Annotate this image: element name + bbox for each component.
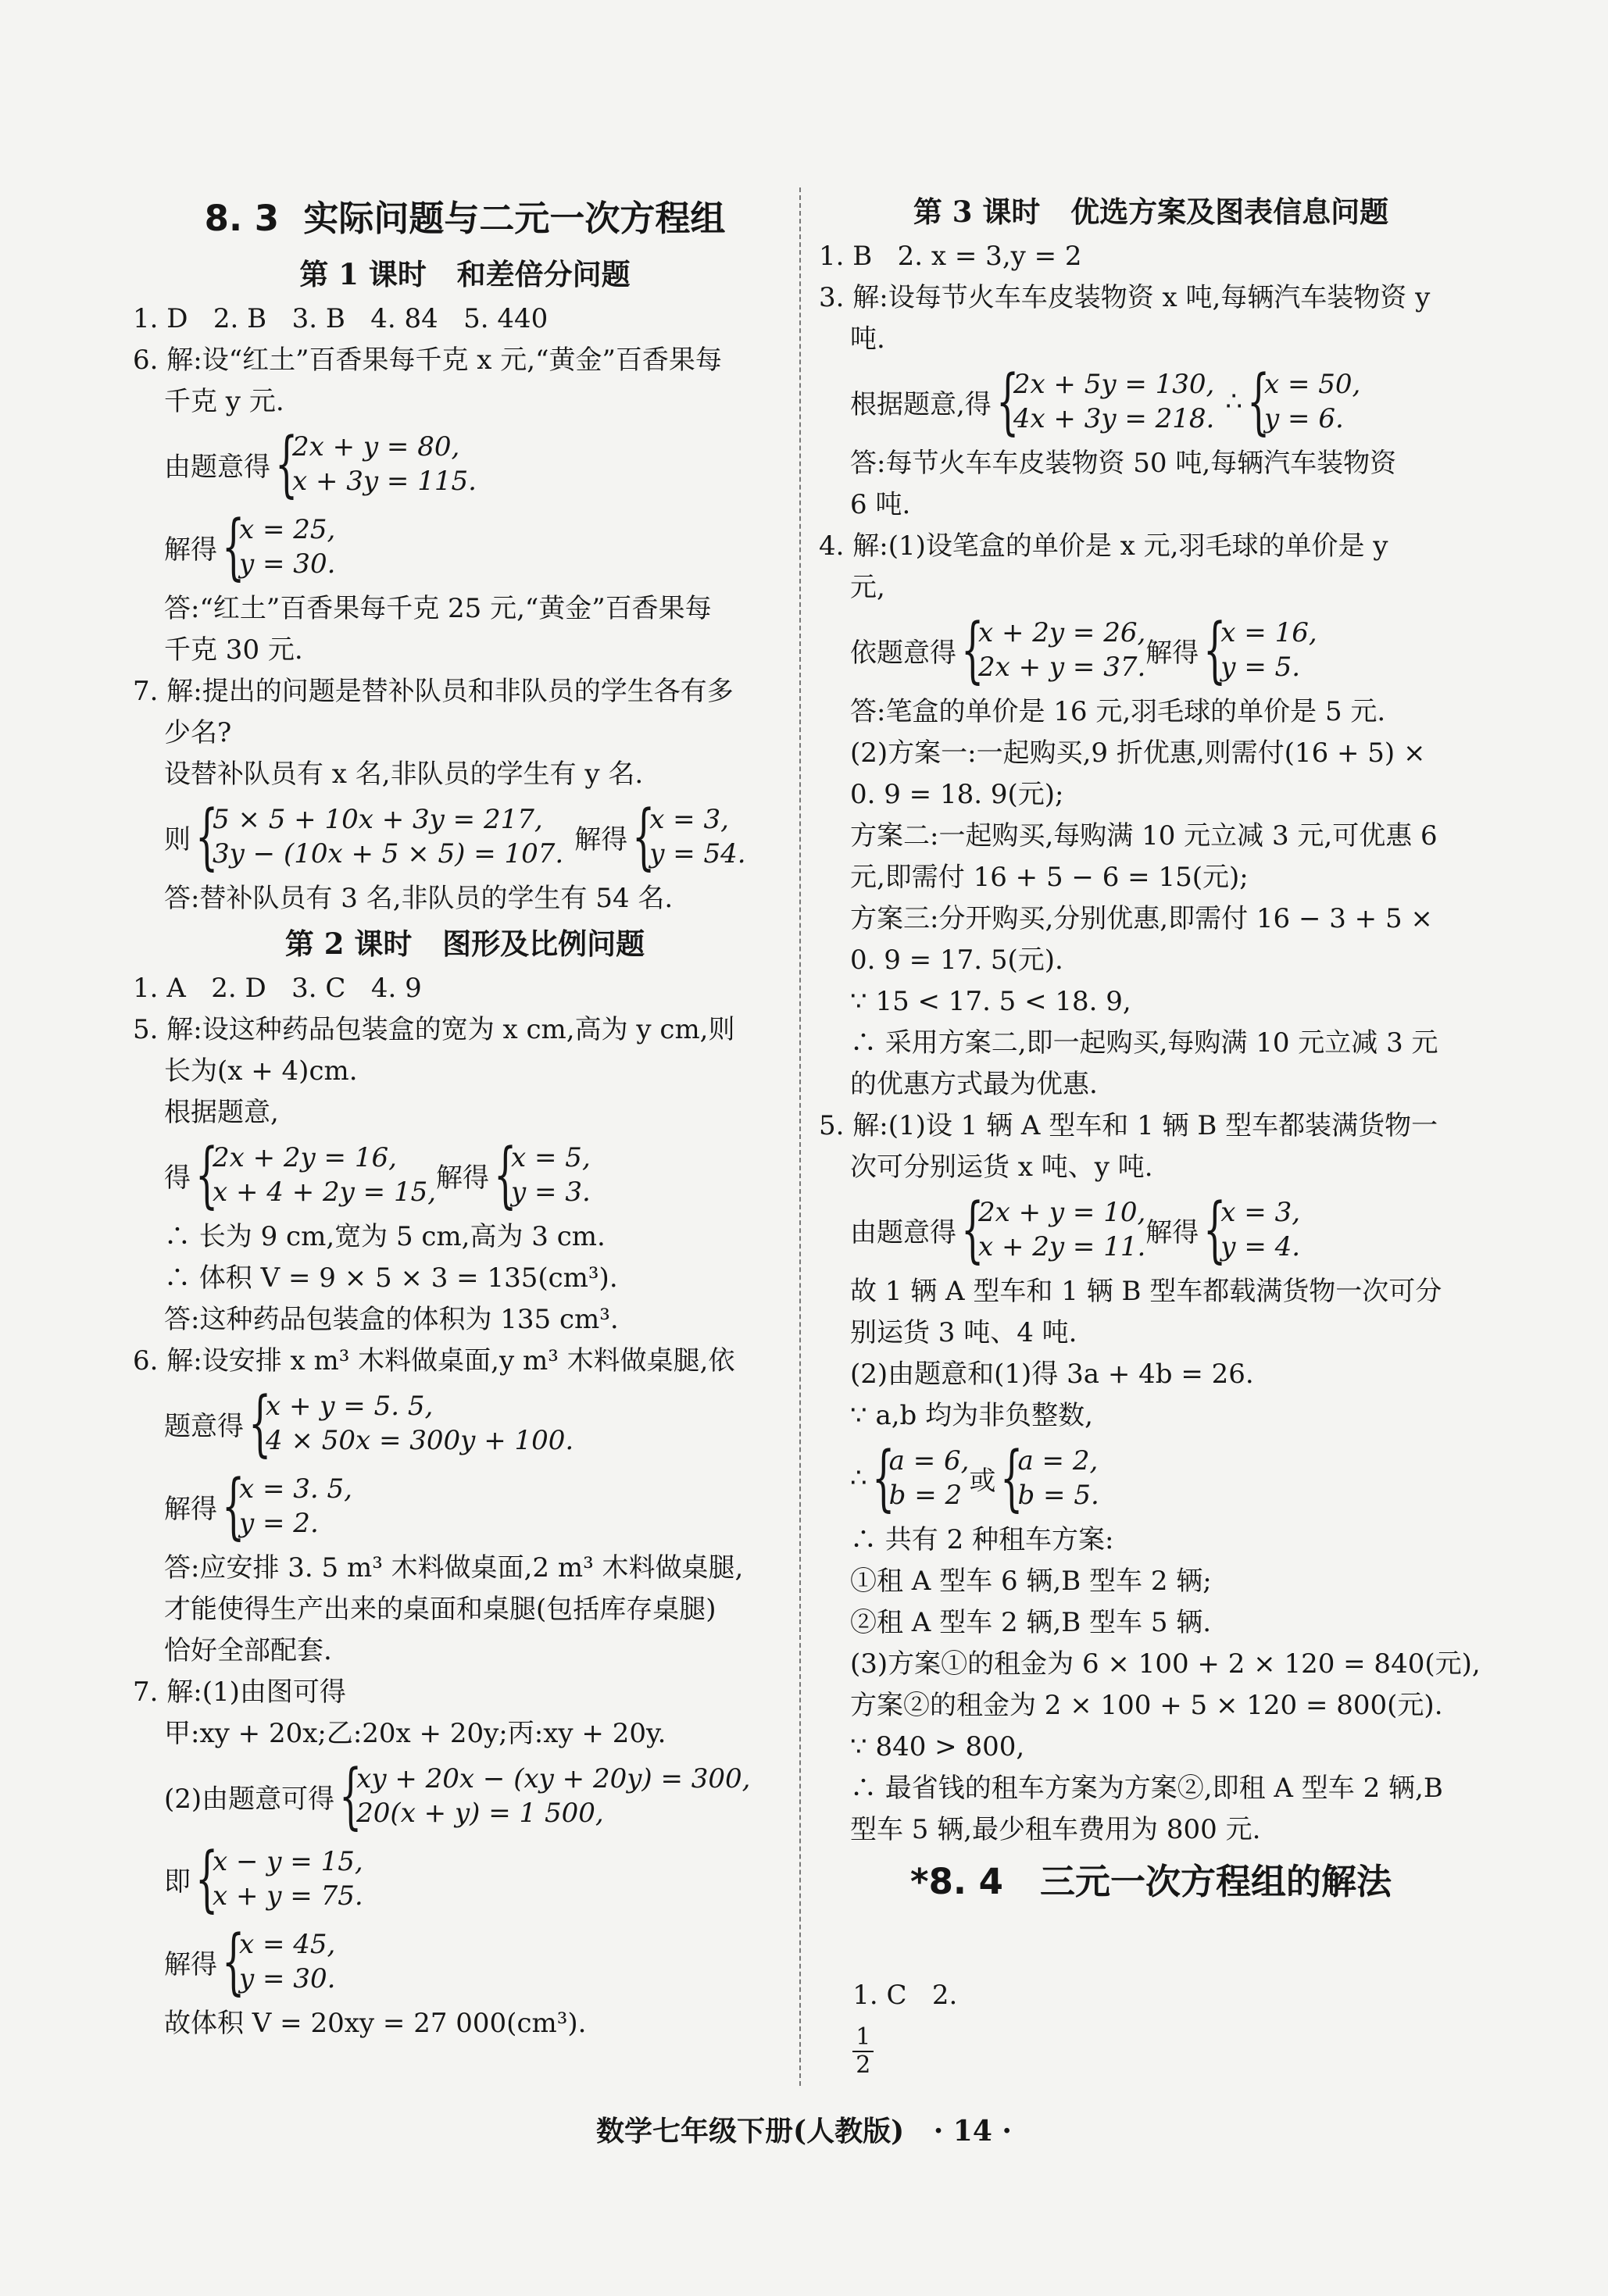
eq-label: 由题意得 — [850, 1216, 956, 1248]
answer-line: 设替补队员有 x 名,非队员的学生有 y 名. — [164, 759, 644, 790]
answer-line: 长为(x + 4)cm. — [164, 1055, 358, 1087]
answer-line: 方案三:分开购买,分别优惠,即需付 16 − 3 + 5 × — [850, 903, 1433, 934]
answer-line: 答:“红土”百香果每千克 25 元,“黄金”百香果每 — [164, 593, 712, 624]
eq-row: 2x + y = 80, — [292, 431, 460, 462]
answer-line: 方案②的租金为 2 × 100 + 5 × 120 = 800(元). — [850, 1690, 1443, 1721]
answer-line: 才能使得生产出来的桌面和桌腿(包括库存桌腿) — [164, 1594, 716, 1625]
answer-line: ∵ 840 > 800, — [850, 1731, 1025, 1762]
eq-row: x + y = 75. — [213, 1880, 363, 1912]
brace-icon: { — [1247, 359, 1270, 443]
answer-line: 0. 9 = 17. 5(元). — [850, 944, 1063, 976]
brace-icon: { — [195, 794, 219, 878]
eq-row: y = 30. — [239, 548, 336, 580]
answer-line: 1. A 2. D 3. C 4. 9 — [133, 973, 422, 1004]
eq-label: 解得 — [1145, 1216, 1199, 1248]
eq-row: x = 50, — [1264, 369, 1361, 400]
or-label: 或 — [969, 1465, 996, 1497]
answer-line: 7. 解:(1)由图可得 — [133, 1676, 346, 1708]
eq-row: 2x + y = 10, — [978, 1197, 1146, 1228]
lesson-2-title: 第 2 课时 图形及比例问题 — [284, 927, 645, 961]
equation-system — [133, 423, 797, 505]
answer-line: 6. 解:设安排 x m³ 木料做桌面,y m³ 木料做桌腿,依 — [133, 1345, 735, 1377]
answer-line: ∴ 长为 9 cm,宽为 5 cm,高为 3 cm. — [164, 1221, 606, 1252]
answer-line: 答:替补队员有 3 名,非队员的学生有 54 名. — [164, 883, 674, 914]
answer-line: 千克 y 元. — [164, 386, 284, 417]
equation-system — [133, 795, 797, 878]
eq-row: y = 5. — [1220, 652, 1301, 683]
eq-row: x + y = 5. 5, — [266, 1391, 434, 1422]
brace-icon: { — [248, 1381, 272, 1465]
brace-icon: { — [275, 422, 298, 505]
answer-line: ∴ 体积 V = 9 × 5 × 3 = 135(cm³). — [164, 1262, 618, 1294]
eq-row: 3y − (10x + 5 × 5) = 107. — [213, 838, 564, 869]
eq-label: 解得 — [574, 823, 628, 855]
eq-row: 2x + y = 37. — [978, 652, 1146, 683]
eq-row: y = 2. — [239, 1508, 319, 1539]
left-column — [133, 187, 797, 2044]
eq-label: 解得 — [164, 1493, 217, 1525]
answer-line: (3)方案①的租金为 6 × 100 + 2 × 120 = 840(元), — [850, 1648, 1481, 1680]
eq-row: x + 3y = 115. — [292, 466, 477, 497]
answer-line: 千克 30 元. — [164, 634, 303, 666]
answer-line: 答:应安排 3. 5 m³ 木料做桌面,2 m³ 木料做桌腿, — [164, 1552, 744, 1584]
equation-system — [133, 1134, 797, 1216]
equation-system — [133, 1465, 797, 1548]
eq-label: 依题意得 — [850, 637, 956, 669]
answer-line: ∵ 15 < 17. 5 < 18. 9, — [850, 986, 1131, 1017]
equation-system — [819, 360, 1483, 443]
equation-system — [133, 1920, 797, 2003]
lesson-3-title: 第 3 课时 优选方案及图表信息问题 — [913, 195, 1389, 229]
equation-system — [819, 609, 1483, 691]
brace-icon: { — [961, 608, 984, 691]
answer-line: ①租 A 型车 6 辆,B 型车 2 辆; — [850, 1566, 1212, 1597]
eq-row: x − y = 15, — [213, 1846, 363, 1877]
answer-line: 甲:xy + 20x;乙:20x + 20y;丙:xy + 20y. — [164, 1718, 666, 1749]
brace-icon: { — [995, 359, 1020, 443]
eq-row: x = 16, — [1220, 617, 1317, 648]
eq-row: y = 6. — [1264, 403, 1344, 434]
eq-row: x = 5, — [511, 1142, 591, 1173]
section-title: 8. 3 实际问题与二元一次方程组 — [204, 198, 726, 239]
brace-icon: { — [195, 1837, 219, 1920]
eq-row: x = 25, — [239, 514, 336, 545]
eq-row: 2x + 2y = 16, — [213, 1142, 397, 1173]
right-column — [819, 187, 1483, 2079]
fraction-denominator: 2 — [856, 2051, 871, 2079]
brace-icon: { — [494, 1133, 517, 1216]
therefore-symbol: ∴ — [850, 1462, 867, 1494]
answer-line: 元,即需付 16 + 5 − 6 = 15(元); — [850, 862, 1249, 893]
answer-line: 的优惠方式最为优惠. — [850, 1069, 1098, 1100]
eq-row: y = 54. — [649, 838, 746, 869]
brace-icon: { — [222, 1919, 245, 2003]
brace-icon: { — [222, 1464, 245, 1548]
answer-line: 3. 解:设每节火车车皮装物资 x 吨,每辆汽车装物资 y — [819, 282, 1431, 313]
brace-icon: { — [1203, 608, 1227, 691]
eq-row: x + 2y = 26, — [978, 617, 1146, 648]
column-divider — [799, 187, 801, 2086]
answer-line: ∴ 最省钱的租车方案为方案②,即租 A 型车 2 辆,B — [850, 1773, 1443, 1804]
eq-label: (2)由题意可得 — [164, 1783, 335, 1815]
answer-line: 7. 解:提出的问题是替补队员和非队员的学生各有多 — [133, 676, 734, 707]
section-title: *8. 4 三元一次方程组的解法 — [910, 1861, 1392, 1902]
answer-text: 1. C 2. — [852, 1980, 958, 2011]
fraction — [852, 2024, 874, 2079]
page-footer: 数学七年级下册(人教版) · 14 · — [596, 2115, 1012, 2148]
answer-line: 6 吨. — [850, 489, 911, 520]
eq-label: 则 — [164, 823, 191, 855]
answer-line: 别运货 3 吨、4 吨. — [850, 1317, 1077, 1348]
eq-row: b = 5. — [1017, 1480, 1099, 1511]
answer-line: (2)方案一:一起购买,9 折优惠,则需付(16 + 5) × — [850, 737, 1426, 769]
eq-row: x + 2y = 11. — [978, 1231, 1146, 1262]
answer-line: 5. 解:设这种药品包装盒的宽为 x cm,高为 y cm,则 — [133, 1014, 735, 1045]
eq-label: 解得 — [164, 1948, 217, 1980]
eq-row: y = 30. — [239, 1963, 336, 1994]
answer-line: 故 1 辆 A 型车和 1 辆 B 型车都载满货物一次可分 — [850, 1276, 1442, 1307]
eq-row: x = 45, — [239, 1929, 336, 1960]
eq-row: x + 4 + 2y = 15, — [213, 1177, 437, 1208]
eq-label: 解得 — [436, 1162, 490, 1194]
answer-line: 根据题意, — [164, 1097, 279, 1128]
brace-icon: { — [222, 505, 245, 588]
answer-line: ∵ a,b 均为非负整数, — [850, 1400, 1093, 1431]
brace-icon: { — [339, 1754, 363, 1837]
answer-line: 1. B 2. x = 3,y = 2 — [819, 241, 1082, 272]
fraction-numerator: 1 — [852, 2024, 874, 2052]
answer-line: 4. 解:(1)设笔盒的单价是 x 元,羽毛球的单价是 y — [819, 530, 1388, 562]
answer-line: 故体积 V = 20xy = 27 000(cm³). — [164, 2008, 587, 2039]
eq-label: 由题意得 — [164, 451, 270, 483]
eq-row: a = 6, — [888, 1445, 970, 1477]
answer-line: 型车 5 辆,最少租车费用为 800 元. — [850, 1814, 1261, 1845]
equation-system — [133, 1382, 797, 1465]
answer-line: 0. 9 = 18. 9(元); — [850, 779, 1064, 810]
answer-line: ②租 A 型车 2 辆,B 型车 5 辆. — [850, 1607, 1212, 1638]
eq-row: x = 3. 5, — [239, 1473, 352, 1505]
eq-row: b = 2 — [888, 1480, 963, 1511]
eq-row: y = 3. — [511, 1177, 591, 1208]
answer-line: 答:每节火车车皮装物资 50 吨,每辆汽车装物资 — [850, 448, 1397, 479]
answer-line: (2)由题意和(1)得 3a + 4b = 26. — [850, 1359, 1254, 1390]
equation-system — [819, 1437, 1483, 1519]
eq-label: 即 — [164, 1866, 191, 1898]
eq-row: y = 4. — [1220, 1231, 1301, 1262]
answer-line: 方案二:一起购买,每购满 10 元立减 3 元,可优惠 6 — [850, 820, 1438, 852]
eq-row: 4x + 3y = 218. — [1013, 403, 1215, 434]
equation-system — [819, 1188, 1483, 1271]
therefore-symbol: ∴ — [1225, 386, 1243, 417]
equation-system — [133, 505, 797, 588]
eq-label: 根据题意,得 — [850, 388, 992, 420]
answer-line: 1. D 2. B 3. B 4. 84 5. 440 — [133, 303, 549, 334]
eq-row: 4 × 50x = 300y + 100. — [266, 1425, 574, 1456]
equation-system — [133, 1755, 797, 1837]
equation-system — [133, 1837, 797, 1920]
answer-line: ∴ 采用方案二,即一起购买,每购满 10 元立减 3 元 — [850, 1027, 1438, 1059]
eq-label: 解得 — [1145, 637, 1199, 669]
eq-row: 20(x + y) = 1 500, — [356, 1798, 604, 1829]
answer-line: 元, — [850, 572, 885, 603]
eq-label: 得 — [164, 1162, 191, 1194]
answer-line: 5. 解:(1)设 1 辆 A 型车和 1 辆 B 型车都装满货物一 — [819, 1110, 1438, 1141]
brace-icon: { — [871, 1436, 895, 1519]
brace-icon: { — [1000, 1436, 1024, 1519]
eq-label: 解得 — [164, 534, 217, 566]
brace-icon: { — [632, 794, 656, 878]
lesson-1-title: 第 1 课时 和差倍分问题 — [299, 257, 631, 291]
answer-line — [819, 1913, 1483, 2079]
answer-line: 吨. — [850, 323, 885, 355]
brace-icon: { — [961, 1187, 984, 1271]
brace-icon: { — [1203, 1187, 1227, 1271]
answer-line: ∴ 共有 2 种租车方案: — [850, 1524, 1114, 1555]
eq-row: x = 3, — [1220, 1197, 1301, 1228]
brace-icon: { — [195, 1133, 219, 1216]
answer-line: 答:笔盒的单价是 16 元,羽毛球的单价是 5 元. — [850, 696, 1386, 727]
eq-row: 5 × 5 + 10x + 3y = 217, — [213, 804, 543, 835]
eq-row: xy + 20x − (xy + 20y) = 300, — [356, 1763, 751, 1794]
answer-line: 少名? — [164, 717, 232, 748]
answer-line: 6. 解:设“红土”百香果每千克 x 元,“黄金”百香果每 — [133, 345, 722, 376]
eq-label: 题意得 — [164, 1410, 244, 1442]
eq-row: a = 2, — [1017, 1445, 1099, 1477]
eq-row: 2x + 5y = 130, — [1013, 369, 1215, 400]
answer-line: 答:这种药品包装盒的体积为 135 cm³. — [164, 1304, 619, 1335]
eq-row: x = 3, — [649, 804, 729, 835]
answer-line: 次可分别运货 x 吨、y 吨. — [850, 1152, 1153, 1183]
answer-line: 恰好全部配套. — [164, 1635, 332, 1666]
